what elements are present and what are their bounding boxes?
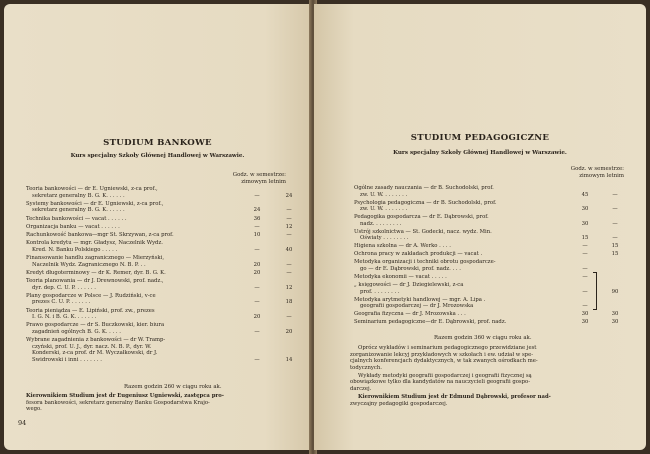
summer-hours: 14 xyxy=(285,356,293,363)
left-hours-header-line1: Godz. w semestrze: xyxy=(232,172,286,178)
course-name xyxy=(26,337,165,363)
note-line: todycznych. xyxy=(350,364,382,371)
course-name-line: Ochrona pracy w zakładach produkcji — vacat . xyxy=(354,251,483,258)
course-name xyxy=(354,251,482,258)
course-name-line: geografii gospodarczej — dr J. Mrozowska xyxy=(360,303,474,310)
right-total: Razem godzin 360 w ciągu roku ak. xyxy=(434,335,532,341)
winter-hours: 30 xyxy=(581,206,589,213)
course-name xyxy=(26,232,174,239)
summer-hours: 15 xyxy=(611,243,619,250)
course-name xyxy=(26,201,164,214)
course-name-line: Systemy bankowości — dr E. Ugniewski, z-ca prof., xyxy=(26,200,164,207)
course-name-line: Finansowanie handlu zagranicznego — Mierzyński, xyxy=(26,255,165,261)
summer-hours: — xyxy=(286,261,292,268)
course-name-line: Ogólne zasady nauczania — dr B. Suchodolski, prof. xyxy=(354,185,494,191)
winter-hours: — xyxy=(254,246,260,253)
summer-hours: — xyxy=(286,215,292,222)
right-page-title: STUDIUM PEDAGOGICZNE xyxy=(410,133,550,143)
winter-hours: — xyxy=(254,192,260,199)
winter-hours: 30 xyxy=(581,319,589,326)
course-name-line: Rachunkowość bankowa—mgr St. Skrzywan, z-ca prof. xyxy=(26,232,174,238)
winter-hours: — xyxy=(582,303,588,310)
course-name-line: Plany gospodarcze w Polsce — J. Rudziński, v-ce xyxy=(26,292,156,299)
summer-hours: — xyxy=(286,207,292,214)
course-name-line: Metodyka arytmetyki handlowej — mgr. A. Lipa . xyxy=(354,296,486,303)
course-name-line: dyr. dep. C. U. P. . . . . . . xyxy=(32,284,96,291)
summer-hours: 15 xyxy=(611,251,619,258)
summer-hours: — xyxy=(612,191,618,198)
course-name xyxy=(26,270,166,277)
course-name-line: sekretarz generalny B. G. K. . . . . . xyxy=(32,192,125,199)
course-name-line: Teoria bankowości — dr E. Ugniewski, z-ca prof., xyxy=(26,186,158,192)
winter-hours: — xyxy=(582,265,588,272)
right-hours-header-line1: Godz. w semestrze: xyxy=(570,166,624,172)
summer-hours: — xyxy=(286,232,292,238)
left-footer-line: Kierownikiem Studium jest dr Eugeniusz Ugniewski, zastępca pro- xyxy=(26,393,224,399)
metodyka-brace xyxy=(593,272,597,310)
note-line: obowiązkowe tylko dla kandydatów na nauczycieli geografii gospo- xyxy=(350,379,530,386)
course-name-line: I. G. N. i B. G. K. . . . . . . xyxy=(32,314,97,321)
course-name-line: Naczelnik Wydz. Zagranicznego N. B. P. . . xyxy=(32,261,146,268)
left-footer-paragraph xyxy=(26,393,290,413)
course-name-line: sekretarz generalny B. G. K. . . . . . xyxy=(32,207,125,214)
course-name-line: Psychologia pedagogiczna — dr B. Suchodolski, prof. xyxy=(354,199,497,206)
winter-hours: 24 xyxy=(253,207,261,214)
course-name-line: Wybrane zagadnienia z bankowości — dr W. Tramp- xyxy=(26,337,166,344)
summer-hours: 12 xyxy=(285,223,293,230)
left-page-subtitle: Kurs specjalny Szkoły Głównej Handlowej w Warszawie. xyxy=(70,153,245,159)
winter-hours: 15 xyxy=(581,235,589,242)
summer-hours: 90 xyxy=(611,288,619,295)
winter-hours: 20 xyxy=(253,261,261,268)
note-paragraph xyxy=(350,373,620,393)
course-name-line: zw. U. W. . . . . . . . xyxy=(360,206,408,213)
course-name-line: Technika bankowości — vacat . . . . . . xyxy=(26,215,127,222)
note-paragraph xyxy=(350,345,620,371)
summer-hours: 40 xyxy=(285,246,293,253)
course-name-line: Teoria planowania — dr J. Drewnowski, prof. nadz., xyxy=(26,278,164,284)
winter-hours: 36 xyxy=(253,215,261,222)
summer-hours: — xyxy=(612,220,618,227)
page-number: 94 xyxy=(18,419,27,427)
course-name xyxy=(354,297,485,310)
note-line: Oprócz wykładów i seminarium pedagogicznego przewidziane jest xyxy=(358,345,537,351)
course-name-line: prezes C. U. P. . . . . . . xyxy=(32,299,91,306)
course-name-line: Pedagogika gospodarcza — dr E. Dąbrowski, prof. xyxy=(354,214,489,221)
course-name xyxy=(26,255,164,268)
course-name xyxy=(26,322,164,335)
course-name xyxy=(354,229,492,242)
course-name-line: Prawo gospodarcze — dr S. Buczkowski, kier. biura xyxy=(26,322,165,329)
course-name-line: Organizacja banku — vacat . . . . . . xyxy=(26,223,120,230)
summer-hours: 24 xyxy=(285,192,293,199)
course-name-line: Ustrój szkolnictwa — St. Godecki, nacz. wydz. Min. xyxy=(354,228,492,235)
winter-hours: 30 xyxy=(581,311,589,318)
left-page xyxy=(4,4,311,450)
right-page xyxy=(314,4,646,450)
course-name xyxy=(354,282,463,295)
summer-hours: — xyxy=(612,235,618,242)
course-name-line: Metodyka organizacji i techniki obrotu gospodarcze- xyxy=(354,259,496,266)
left-total: Razem godzin 260 w ciągu roku ak. xyxy=(124,384,222,390)
right-hours-header-line2: zimowym letnim xyxy=(579,173,624,179)
course-name xyxy=(354,319,506,326)
summer-hours: 30 xyxy=(611,311,619,318)
course-name xyxy=(354,214,489,227)
winter-hours: 30 xyxy=(581,220,589,227)
course-name xyxy=(354,185,494,198)
course-name xyxy=(26,293,156,306)
course-name-line: Konderski, z-ca prof. dr M. Wyczałkowski, dr J. xyxy=(32,350,158,357)
course-name-line: Kred. N. Banku Polskiego . . . . . xyxy=(32,246,118,253)
course-name xyxy=(354,274,447,281)
course-name xyxy=(26,224,120,231)
course-name xyxy=(26,278,164,291)
winter-hours: — xyxy=(254,223,260,230)
right-page-subtitle: Kurs specjalny Szkoły Głównej Handlowej w Warszawie. xyxy=(393,150,567,156)
note-line: cjalnych konferencjach dydaktycznych, w tak zwanych ośrodkach me- xyxy=(350,358,538,365)
winter-hours: — xyxy=(254,299,260,306)
left-footer-line: wego. xyxy=(26,406,42,413)
summer-hours: — xyxy=(286,314,292,321)
summer-hours: 18 xyxy=(285,299,293,306)
left-page-title: STUDIUM BANKOWE xyxy=(103,138,212,148)
course-name-line: czyński, prof. U. J., dyr. nacz. N. B. P., dyr. W. xyxy=(32,343,152,350)
course-name-line: Seminarium pedagogiczne—dr E. Dąbrowski, prof. nadz. xyxy=(354,319,507,326)
course-name-line: go — dr E. Dąbrowski, prof. nadz. . . . xyxy=(360,265,461,272)
course-name-line: Oświaty . . . . . . . . xyxy=(360,235,409,242)
winter-hours: 20 xyxy=(253,269,261,276)
winter-hours: 10 xyxy=(253,232,261,238)
note-line: Kierownikiem Studium jest dr Edmund Dąbrowski, profesor nad- xyxy=(358,394,551,401)
note-line: Wykłady metodyki geografii gospodarczej i geografii fizycznej są xyxy=(358,372,532,379)
course-name-line: Geografia fizyczna — dr J. Mrozowska . . . xyxy=(354,311,466,318)
course-name-line: Metodyka ekonomii — vacat . . . . . xyxy=(354,274,447,280)
course-name-line: nadz. . . . . . . . . xyxy=(360,220,402,227)
winter-hours: — xyxy=(254,356,260,363)
course-name-line: Higiena szkolna — dr A. Werko . . . . xyxy=(354,243,451,250)
course-name xyxy=(26,216,127,223)
winter-hours: — xyxy=(582,274,588,280)
winter-hours: — xyxy=(254,328,260,335)
course-name-line: Teoria pieniądza — E. Lipiński, prof. zw., prezes xyxy=(26,307,155,314)
course-name-line: Swidrowski i inni . . . . . . . xyxy=(32,356,102,363)
course-name xyxy=(26,240,163,253)
course-name-line: „ księgowości — dr J. Dziegielewski, z-ca xyxy=(354,282,464,288)
winter-hours: 45 xyxy=(581,191,589,198)
note-line: darczej. xyxy=(350,386,372,393)
course-name-line: Kontrola kredytu — mgr. Gładysz, Naczelnik Wydz. xyxy=(26,240,163,247)
course-name xyxy=(354,259,496,272)
left-footer-line: fesora bankowości, sekretarz generalny Banku Gospodarstwa Krajo- xyxy=(26,399,210,406)
summer-hours: — xyxy=(286,269,292,276)
course-name-line: zagadnień ogólnych B. G. K. . . . . xyxy=(32,328,121,335)
note-paragraph xyxy=(350,394,620,407)
summer-hours: — xyxy=(612,206,618,213)
left-hours-header xyxy=(214,172,286,186)
winter-hours: — xyxy=(254,284,260,291)
note-line: zwyczajny pedagogiki gospodarczej. xyxy=(350,400,448,407)
left-hours-header-line2: zimowym letnim xyxy=(241,179,286,185)
right-hours-header xyxy=(534,166,624,180)
course-name xyxy=(354,243,451,250)
course-name xyxy=(26,186,158,199)
winter-hours: — xyxy=(582,288,588,295)
winter-hours: — xyxy=(582,251,588,258)
course-name xyxy=(354,311,466,318)
note-line: zorganizowanie lekcyj przykładowych w szkołach i ew. udział w spe- xyxy=(350,351,533,358)
summer-hours: 12 xyxy=(285,284,293,291)
winter-hours: — xyxy=(582,243,588,250)
course-name xyxy=(26,308,155,321)
summer-hours: 20 xyxy=(285,328,293,335)
course-name-line: prof. . . . . . . . . xyxy=(360,288,400,295)
course-name-line: zw. U. W. . . . . . . . xyxy=(360,191,408,198)
winter-hours: 20 xyxy=(253,314,261,321)
summer-hours: 30 xyxy=(611,319,619,326)
course-name xyxy=(354,200,497,213)
course-name-line: Kredyt długoterminowy — dr K. Remer, dyr. B. G. K. xyxy=(26,269,166,276)
